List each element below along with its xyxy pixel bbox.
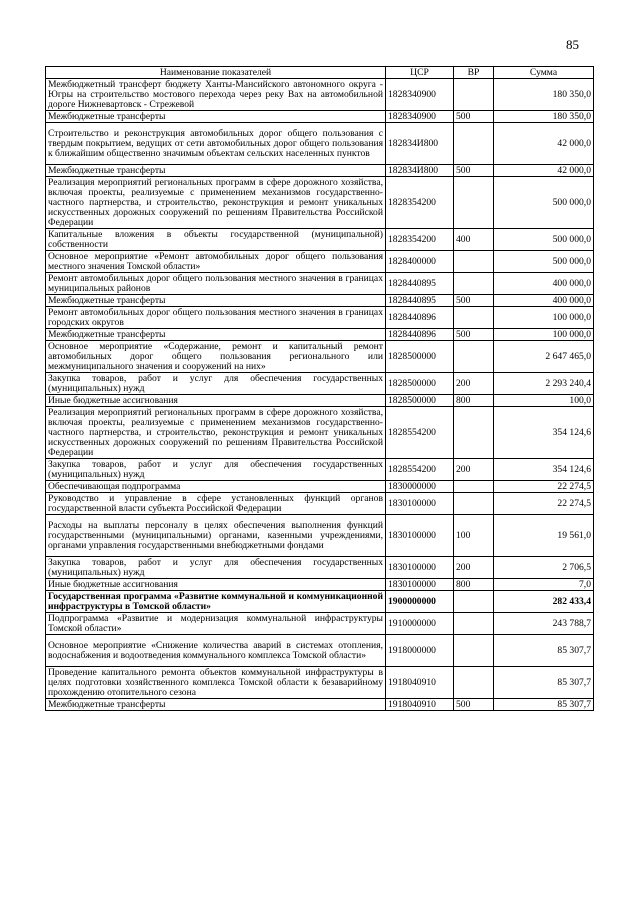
- row-name: Ремонт автомобильных дорог общего пользования местного значения в границах муниципальных районов: [46, 273, 386, 295]
- row-csr: 1828354200: [386, 177, 454, 229]
- row-sum: 100,0: [494, 395, 594, 407]
- row-vr: 800: [454, 579, 494, 591]
- row-sum: 22 274,5: [494, 481, 594, 493]
- row-sum: 85 307,7: [494, 635, 594, 667]
- row-sum: 400 000,0: [494, 273, 594, 295]
- table-row: [46, 459, 594, 481]
- budget-table: [45, 66, 594, 711]
- row-name: Капитальные вложения в объекты государственной (муниципальной) собственности: [46, 229, 386, 251]
- table-row: [46, 111, 594, 123]
- row-csr: 1830100000: [386, 557, 454, 579]
- row-name: Основное мероприятие «Содержание, ремонт и капитальный ремонт автомобильных дорог общего пользования регионального или межмуниципального значения и сооружений на них»: [46, 341, 386, 373]
- row-csr: 1828554200: [386, 407, 454, 459]
- row-vr: 800: [454, 395, 494, 407]
- row-sum: 354 124,6: [494, 459, 594, 481]
- row-vr: 500: [454, 329, 494, 341]
- row-vr: [454, 407, 494, 459]
- row-csr: 1910000000: [386, 613, 454, 635]
- row-vr: 500: [454, 699, 494, 711]
- table-row: [46, 493, 594, 515]
- row-csr: 1918040910: [386, 699, 454, 711]
- table-row: [46, 177, 594, 229]
- table-row: [46, 123, 594, 165]
- row-name: Закупка товаров, работ и услуг для обеспечения государственных (муниципальных) нужд: [46, 459, 386, 481]
- table-header-row: [46, 67, 594, 79]
- row-csr: 1918000000: [386, 635, 454, 667]
- row-name: Межбюджетный трансферт бюджету Ханты-Мансийского автономного округа - Югры на строительство мостового перехода через реку Вах на автомобильной дороге Нижневартовск - Стрежевой: [46, 79, 386, 111]
- row-name: Строительство и реконструкция автомобильных дорог общего пользования с твердым покрытием, ведущих от сети автомобильных дорог общего пользования к ближайшим общественно значимым объектам сельских населенных пунктов: [46, 123, 386, 165]
- row-csr: 1828554200: [386, 459, 454, 481]
- row-csr: 182834И800: [386, 123, 454, 165]
- row-vr: [454, 251, 494, 273]
- table-row: [46, 515, 594, 557]
- row-sum: 243 788,7: [494, 613, 594, 635]
- header-vr: ВР: [454, 67, 494, 79]
- row-sum: 100 000,0: [494, 329, 594, 341]
- row-vr: 200: [454, 459, 494, 481]
- table-row: [46, 667, 594, 699]
- row-csr: 1828440895: [386, 273, 454, 295]
- row-vr: [454, 591, 494, 613]
- row-vr: [454, 273, 494, 295]
- row-sum: 42 000,0: [494, 123, 594, 165]
- row-csr: 1918040910: [386, 667, 454, 699]
- row-name: Закупка товаров, работ и услуг для обеспечения государственных (муниципальных) нужд: [46, 373, 386, 395]
- row-sum: 42 000,0: [494, 165, 594, 177]
- row-vr: 500: [454, 295, 494, 307]
- row-name: Руководство и управление в сфере установленных функций органов государственной власти субъекта Российской Федерации: [46, 493, 386, 515]
- table-row: [46, 373, 594, 395]
- row-sum: 354 124,6: [494, 407, 594, 459]
- row-name: Межбюджетные трансферты: [46, 165, 386, 177]
- row-name: Закупка товаров, работ и услуг для обеспечения государственных (муниципальных) нужд: [46, 557, 386, 579]
- row-vr: [454, 79, 494, 111]
- table-body: [46, 79, 594, 711]
- row-vr: [454, 307, 494, 329]
- row-csr: 1828500000: [386, 373, 454, 395]
- row-name: Межбюджетные трансферты: [46, 699, 386, 711]
- row-sum: 2 293 240,4: [494, 373, 594, 395]
- row-sum: 400 000,0: [494, 295, 594, 307]
- header-sum: Сумма: [494, 67, 594, 79]
- row-name: Расходы на выплаты персоналу в целях обеспечения выполнения функций государственными (муниципальными) органами, казенными учреждениями, органами управления государственными внебюджетными фондами: [46, 515, 386, 557]
- table-row: [46, 229, 594, 251]
- row-sum: 85 307,7: [494, 667, 594, 699]
- row-csr: 1828340900: [386, 111, 454, 123]
- row-csr: 1830100000: [386, 515, 454, 557]
- row-vr: [454, 341, 494, 373]
- row-vr: [454, 635, 494, 667]
- table-row: [46, 613, 594, 635]
- row-name: Иные бюджетные ассигнования: [46, 395, 386, 407]
- row-csr: 1830100000: [386, 493, 454, 515]
- row-csr: 1900000000: [386, 591, 454, 613]
- row-sum: 7,0: [494, 579, 594, 591]
- row-sum: 2 706,5: [494, 557, 594, 579]
- row-csr: 1828354200: [386, 229, 454, 251]
- row-csr: 1830100000: [386, 579, 454, 591]
- row-csr: 1830000000: [386, 481, 454, 493]
- row-vr: 100: [454, 515, 494, 557]
- row-vr: 400: [454, 229, 494, 251]
- table-row: [46, 165, 594, 177]
- table-row: [46, 341, 594, 373]
- row-sum: 500 000,0: [494, 177, 594, 229]
- row-csr: 1828400000: [386, 251, 454, 273]
- row-name: Подпрограмма «Развитие и модернизация коммунальной инфраструктуры Томской области»: [46, 613, 386, 635]
- row-vr: [454, 493, 494, 515]
- row-vr: 200: [454, 557, 494, 579]
- table-row: [46, 395, 594, 407]
- row-vr: [454, 123, 494, 165]
- table-row: [46, 591, 594, 613]
- row-name: Основное мероприятие «Снижение количества аварий в системах отопления, водоснабжения и водоотведения коммунального комплекса Томской области»: [46, 635, 386, 667]
- row-name: Государственная программа «Развитие коммунальной и коммуникационной инфраструктуры в Томской области»: [46, 591, 386, 613]
- header-name: Наименование показателей: [46, 67, 386, 79]
- row-sum: 282 433,4: [494, 591, 594, 613]
- table-row: [46, 329, 594, 341]
- row-csr: 1828440895: [386, 295, 454, 307]
- table-row: [46, 79, 594, 111]
- row-sum: 500 000,0: [494, 229, 594, 251]
- table-row: [46, 407, 594, 459]
- row-sum: 22 274,5: [494, 493, 594, 515]
- row-name: Межбюджетные трансферты: [46, 111, 386, 123]
- row-sum: 19 561,0: [494, 515, 594, 557]
- row-csr: 182834И800: [386, 165, 454, 177]
- row-vr: [454, 613, 494, 635]
- row-sum: 85 307,7: [494, 699, 594, 711]
- row-name: Иные бюджетные ассигнования: [46, 579, 386, 591]
- row-name: Реализация мероприятий региональных программ в сфере дорожного хозяйства, включая проекты, реализуемые с применением механизмов государственно-частного партнерства, и строительство, реконструкция и ремонт уникальных искусственных дорожных сооружений по решениям Правительства Российской Федерации: [46, 177, 386, 229]
- row-name: Ремонт автомобильных дорог общего пользования местного значения в границах городских округов: [46, 307, 386, 329]
- row-csr: 1828440896: [386, 307, 454, 329]
- page-number: 85: [566, 37, 579, 52]
- row-csr: 1828500000: [386, 395, 454, 407]
- header-csr: ЦСР: [386, 67, 454, 79]
- table-row: [46, 579, 594, 591]
- row-sum: 500 000,0: [494, 251, 594, 273]
- row-csr: 1828340900: [386, 79, 454, 111]
- row-name: Реализация мероприятий региональных программ в сфере дорожного хозяйства, включая проекты, реализуемые с применением механизмов государственно-частного партнерства, и строительство, реконструкция и ремонт уникальных искусственных дорожных сооружений по решениям Правительства Российской Федерации: [46, 407, 386, 459]
- row-sum: 2 647 465,0: [494, 341, 594, 373]
- row-vr: [454, 481, 494, 493]
- row-vr: 500: [454, 111, 494, 123]
- table-row: [46, 251, 594, 273]
- row-sum: 180 350,0: [494, 79, 594, 111]
- row-name: Проведение капитального ремонта объектов коммунальной инфраструктуры в целях подготовки хозяйственного комплекса Томской области к безаварийному прохождению отопительного сезона: [46, 667, 386, 699]
- table-row: [46, 307, 594, 329]
- row-vr: [454, 667, 494, 699]
- row-sum: 100 000,0: [494, 307, 594, 329]
- row-name: Межбюджетные трансферты: [46, 295, 386, 307]
- row-name: Основное мероприятие «Ремонт автомобильных дорог общего пользования местного значения Томской области»: [46, 251, 386, 273]
- table-row: [46, 557, 594, 579]
- row-sum: 180 350,0: [494, 111, 594, 123]
- table-row: [46, 295, 594, 307]
- row-vr: 500: [454, 165, 494, 177]
- row-csr: 1828440896: [386, 329, 454, 341]
- table-row: [46, 273, 594, 295]
- row-name: Межбюджетные трансферты: [46, 329, 386, 341]
- row-name: Обеспечивающая подпрограмма: [46, 481, 386, 493]
- table-row: [46, 635, 594, 667]
- table-row: [46, 481, 594, 493]
- table-row: [46, 699, 594, 711]
- row-vr: [454, 177, 494, 229]
- row-vr: 200: [454, 373, 494, 395]
- row-csr: 1828500000: [386, 341, 454, 373]
